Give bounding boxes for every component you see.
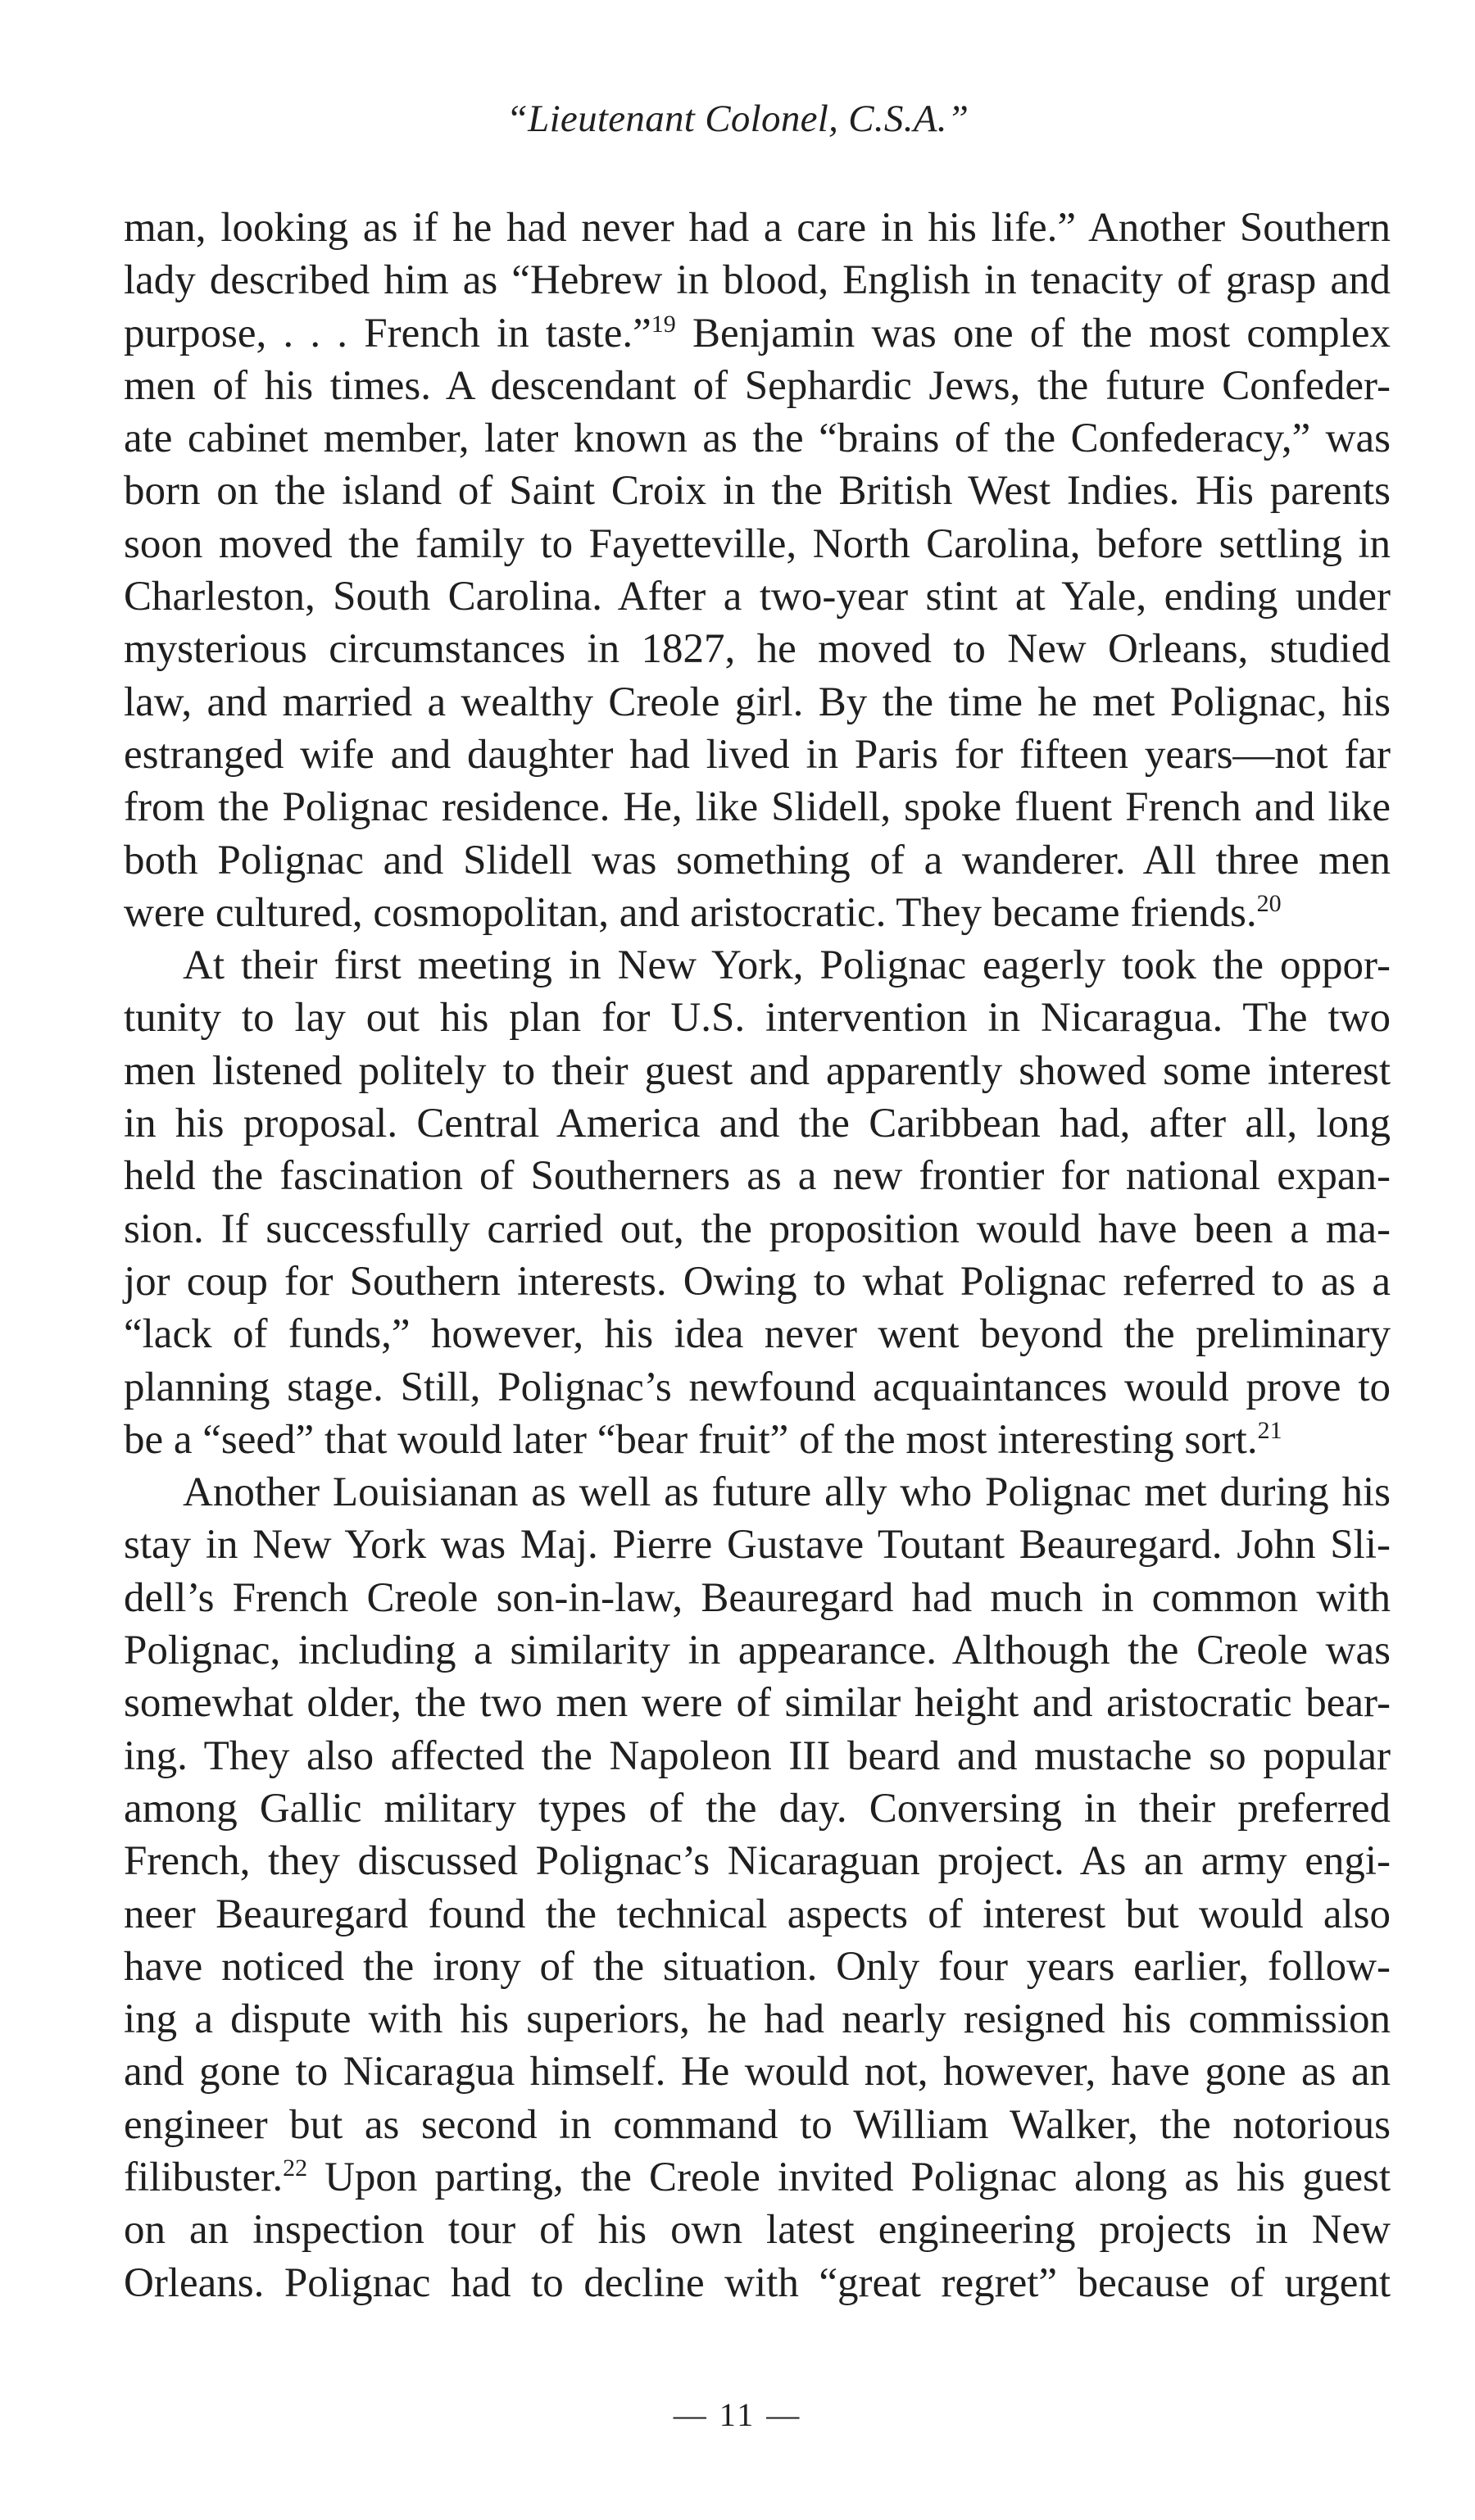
footnote-marker: 20	[1256, 889, 1282, 917]
line-text: Another Louisianan as well as future ally who Polignac met during his	[183, 1469, 1391, 1516]
line-text: estranged wife and daughter had lived in Paris for fifteen years—not far	[124, 731, 1391, 778]
text-line	[124, 1097, 1391, 1150]
line-text: in his proposal. Central America and the Caribbean had, after all, long	[124, 1101, 1391, 1147]
text-line	[124, 254, 1391, 306]
text-line	[124, 1203, 1391, 1255]
text-line	[124, 1730, 1391, 1782]
line-text: mysterious circumstances in 1827, he moved to New Orleans, studied	[124, 626, 1391, 673]
text-line	[124, 1993, 1391, 2046]
text-line	[124, 1888, 1391, 1941]
line-text: have noticed the irony of the situation. Only four years earlier, follow-	[124, 1943, 1391, 1990]
text-line	[124, 1572, 1391, 1624]
running-head: “Lieutenant Colonel, C.S.A.”	[506, 98, 969, 140]
line-text: purpose, . . . French in taste.”	[124, 310, 651, 356]
text-line	[124, 1414, 1391, 1466]
text-line	[124, 1150, 1391, 1202]
line-text: somewhat older, the two men were of similar height and aristocratic bear-	[124, 1680, 1391, 1727]
line-text: stay in New York was Maj. Pierre Gustave Toutant Beauregard. John Sli-	[124, 1522, 1391, 1569]
text-line	[124, 307, 1391, 360]
line-text: filibuster.	[124, 2154, 284, 2200]
text-line	[124, 1941, 1391, 1993]
text-line	[124, 2257, 1391, 2309]
line-text: At their first meeting in New York, Polignac eagerly took the oppor-	[183, 942, 1391, 989]
text-line	[124, 1361, 1391, 1414]
line-text: Orleans. Polignac had to decline with “great regret” because of urgent	[124, 2259, 1391, 2306]
text-line	[124, 2046, 1391, 2098]
line-text: French, they discussed Polignac’s Nicaraguan project. As an army engi-	[124, 1838, 1391, 1885]
text-line	[124, 1624, 1391, 1677]
line-text: men of his times. A descendant of Sephardic Jews, the future Confeder-	[124, 362, 1391, 409]
line-text: both Polignac and Slidell was something of a wanderer. All three men	[124, 837, 1391, 883]
line-text: lady described him as “Hebrew in blood, English in tenacity of grasp and	[124, 257, 1391, 304]
footnote-marker: 21	[1257, 1416, 1282, 1444]
line-text: and gone to Nicaragua himself. He would not, however, have gone as an	[124, 2049, 1391, 2095]
line-text: held the fascination of Southerners as a new frontier for national expan-	[124, 1153, 1391, 1200]
line-text: neer Beauregard found the technical aspects of interest but would also	[124, 1891, 1391, 1937]
line-text: Charleston, South Carolina. After a two-year stint at Yale, ending under	[124, 574, 1391, 620]
line-text: planning stage. Still, Polignac’s newfound acquaintances would prove to	[124, 1364, 1391, 1410]
text-line	[124, 360, 1391, 412]
page-number: — 11 —	[673, 2396, 802, 2433]
paragraph	[124, 202, 1391, 939]
text-line	[124, 1308, 1391, 1360]
paragraph	[124, 1466, 1391, 2309]
line-text-continued: Upon parting, the Creole invited Polignac along as his guest	[307, 2154, 1391, 2200]
text-line	[124, 1782, 1391, 1835]
text-line	[124, 465, 1391, 517]
line-text: jor coup for Southern interests. Owing to what Polignac referred to as a	[124, 1258, 1391, 1305]
text-line	[124, 623, 1391, 675]
text-line	[124, 834, 1391, 887]
line-text: be a “seed” that would later “bear fruit” of the most interesting sort.	[124, 1416, 1258, 1463]
footnote-marker: 22	[283, 2154, 308, 2182]
line-text: men listened politely to their guest and apparently showed some interest	[124, 1047, 1391, 1094]
line-text: tunity to lay out his plan for U.S. intervention in Nicaragua. The two	[124, 995, 1391, 1042]
line-text: born on the island of Saint Croix in the British West Indies. His parents	[124, 468, 1391, 515]
text-line	[124, 729, 1391, 781]
text-line	[124, 2204, 1391, 2256]
body-text	[124, 202, 1391, 2309]
text-line	[124, 412, 1391, 465]
line-text: were cultured, cosmopolitan, and aristocratic. They became friends.	[124, 889, 1257, 936]
text-line	[124, 939, 1391, 992]
text-line	[124, 570, 1391, 623]
footnote-marker: 19	[651, 310, 676, 338]
text-line	[124, 781, 1391, 833]
text-line	[124, 518, 1391, 570]
line-text: law, and married a wealthy Creole girl. By the time he met Polignac, his	[124, 679, 1391, 725]
text-line	[124, 887, 1391, 939]
line-text: from the Polignac residence. He, like Slidell, spoke fluent French and like	[124, 784, 1391, 831]
line-text: Polignac, including a similarity in appearance. Although the Creole was	[124, 1628, 1391, 1674]
line-text-continued: Benjamin was one of the most complex	[675, 310, 1391, 356]
text-line	[124, 2151, 1391, 2204]
line-text: “lack of funds,” however, his idea never went beyond the preliminary	[124, 1311, 1391, 1358]
text-line	[124, 676, 1391, 729]
text-line	[124, 1255, 1391, 1308]
paragraph	[124, 939, 1391, 1466]
text-line	[124, 1835, 1391, 1887]
line-text: on an inspection tour of his own latest engineering projects in New	[124, 2207, 1391, 2254]
line-text: sion. If successfully carried out, the proposition would have been a ma-	[124, 1206, 1391, 1252]
line-text: man, looking as if he had never had a care in his life.” Another Southern	[124, 205, 1391, 251]
line-text: ate cabinet member, later known as the “brains of the Confederacy,” was	[124, 415, 1391, 462]
text-line	[124, 1519, 1391, 1571]
text-line	[124, 1045, 1391, 1097]
text-line	[124, 1466, 1391, 1519]
text-line	[124, 992, 1391, 1044]
line-text: ing a dispute with his superiors, he had nearly resigned his commission	[124, 1996, 1391, 2043]
line-text: soon moved the family to Fayetteville, North Carolina, before settling in	[124, 520, 1391, 567]
line-text: engineer but as second in command to William Walker, the notorious	[124, 2101, 1391, 2148]
line-text: among Gallic military types of the day. Conversing in their preferred	[124, 1785, 1391, 1832]
text-line	[124, 2099, 1391, 2151]
text-line	[124, 1677, 1391, 1729]
text-line	[124, 202, 1391, 254]
line-text: dell’s French Creole son-in-law, Beauregard had much in common with	[124, 1574, 1391, 1621]
line-text: ing. They also affected the Napoleon III beard and mustache so popular	[124, 1732, 1391, 1779]
